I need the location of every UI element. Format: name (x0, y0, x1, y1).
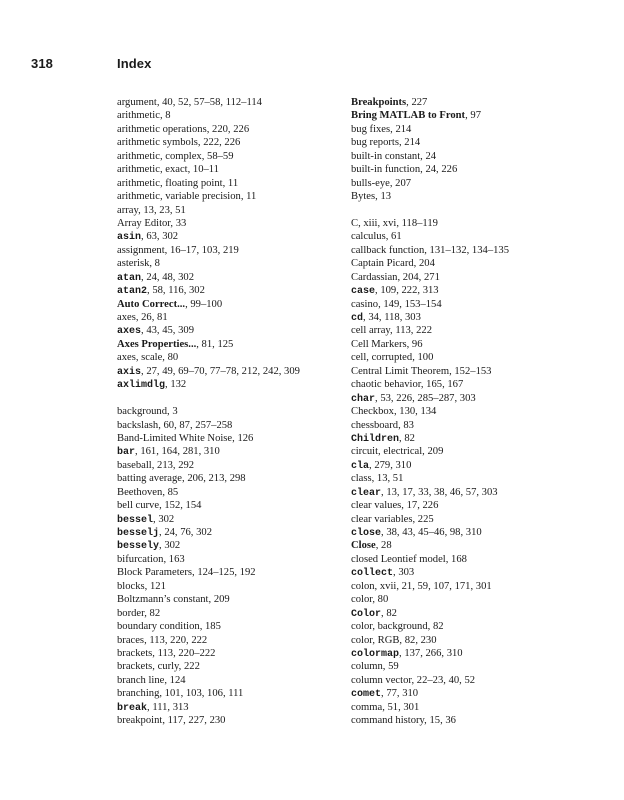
page-references: , 51, 301 (382, 701, 420, 713)
index-term: bug reports (351, 137, 399, 149)
index-entry (351, 687, 581, 700)
index-entry (351, 324, 581, 337)
index-entry (117, 405, 347, 418)
index-entry (117, 365, 347, 378)
index-term: braces (117, 634, 145, 646)
page-references: , 58, 116, 302 (147, 285, 205, 297)
index-term: axes, scale (117, 352, 163, 364)
index-entry (351, 660, 581, 673)
index-entry (117, 472, 347, 485)
page-references: , 111, 313 (147, 701, 189, 713)
index-entry (117, 553, 347, 566)
index-entry (117, 459, 347, 472)
page-references: , 124–125, 192 (192, 567, 256, 579)
index-term: built-in constant (351, 150, 421, 162)
index-term: axes (117, 326, 142, 338)
index-term: arithmetic (117, 110, 160, 122)
page-references: , 17, 226 (401, 500, 439, 512)
index-entry (117, 284, 347, 297)
page-references: , 97 (465, 110, 481, 122)
index-entry (351, 553, 581, 566)
index-term: close (351, 528, 382, 539)
page-references: , 61 (385, 231, 402, 243)
index-term: batting average (117, 473, 183, 485)
index-term: casino (351, 298, 379, 310)
page-references: , 40, 52, 57–58, 112–114 (156, 97, 262, 108)
index-entry (117, 566, 347, 579)
index-entry (117, 419, 347, 432)
page-number: 318 (31, 56, 53, 71)
page-references: , 126 (232, 432, 254, 444)
page-references: , 132 (165, 379, 187, 391)
page-references: , 168 (445, 553, 467, 565)
page-references: , 225 (412, 513, 434, 525)
index-term: blocks (117, 580, 145, 592)
index-term: arithmetic, variable precision (117, 191, 241, 203)
index-term: axis (117, 366, 142, 378)
page-references: , 220, 226 (206, 123, 250, 135)
index-entry (351, 405, 581, 418)
index-term: Beethoven (117, 486, 163, 498)
index-term: atan2 (117, 286, 148, 298)
index-entry (117, 634, 347, 647)
index-term: built-in function (351, 164, 421, 176)
index-entry (117, 96, 347, 109)
index-term: callback function (351, 244, 425, 256)
index-entry (117, 674, 347, 687)
index-term: brackets (117, 647, 153, 659)
index-term: comet (351, 689, 382, 701)
index-entry (351, 580, 581, 593)
index-entry (117, 593, 347, 606)
page-references: , 60, 87, 257–258 (158, 419, 233, 431)
index-term: color (351, 594, 373, 606)
page-references: , 214 (398, 137, 421, 149)
page-references: , 303 (393, 567, 415, 579)
index-entry (351, 526, 581, 539)
section-gap (351, 204, 581, 217)
page-references: , 59 (382, 661, 399, 673)
page-references: , 113, 220, 222 (144, 634, 208, 646)
index-entry (351, 163, 581, 176)
page-references: , 206, 213, 298 (182, 473, 246, 485)
page-references: , 82 (399, 432, 415, 444)
index-term: Cardassian (351, 271, 398, 283)
index-entry (351, 311, 581, 324)
page-references: , 24, 226 (420, 164, 458, 176)
index-term: chessboard (351, 419, 399, 431)
page-references: , 77, 310 (381, 688, 419, 700)
page-references: , 82, 230 (399, 634, 437, 646)
index-entry (117, 177, 347, 190)
index-term: clear values (351, 500, 402, 512)
index-term: Checkbox (351, 406, 394, 418)
page-references: , 117, 227, 230 (162, 715, 226, 727)
index-entry (351, 298, 581, 311)
index-term: Close (351, 540, 376, 552)
index-entry (117, 298, 347, 311)
page-references: , 34, 118, 303 (363, 312, 421, 323)
page-references: , 24, 76, 302 (159, 527, 212, 538)
page-references: , 152, 154 (159, 500, 202, 512)
page-references: , 28 (375, 540, 392, 552)
index-term: color, background (351, 621, 428, 633)
index-entry (117, 513, 347, 526)
index-entry (117, 445, 347, 458)
index-term: bessel (117, 514, 154, 526)
index-entry (117, 687, 347, 700)
index-entry (351, 136, 581, 149)
page-references: , 58–59 (201, 150, 234, 162)
index-term: char (351, 393, 376, 405)
index-entry (351, 607, 581, 620)
index-entry (117, 526, 347, 539)
page-references: , 15, 36 (424, 715, 456, 727)
index-column-left (117, 96, 347, 728)
page-references: , 85 (162, 486, 179, 498)
index-term: asterisk (117, 258, 150, 270)
index-entry (351, 634, 581, 647)
page-references: , 24, 48, 302 (141, 271, 194, 283)
index-term: array (117, 204, 139, 216)
index-term: Block Parameters (117, 567, 193, 579)
index-entry (351, 647, 581, 660)
index-entry (117, 257, 347, 270)
index-term: arithmetic operations (117, 123, 207, 135)
index-term: clear variables (351, 513, 413, 525)
index-term: background (117, 406, 168, 418)
index-term: closed Leontief model (351, 553, 446, 565)
index-entry (117, 432, 347, 445)
index-entry (351, 257, 581, 270)
page-references: , 149, 153–154 (378, 298, 442, 310)
index-term: bell curve (117, 500, 160, 512)
page-references: , 16–17, 103, 219 (164, 244, 239, 256)
page-references: , 43, 45, 309 (141, 325, 194, 337)
page-references: , 124 (164, 674, 186, 686)
index-entry (117, 378, 347, 391)
page-references: , 13, 17, 33, 38, 46, 57, 303 (381, 486, 498, 498)
index-entry (351, 593, 581, 606)
index-term: Bytes (351, 191, 376, 203)
index-entry (351, 419, 581, 432)
index-term: chaotic behavior (351, 379, 421, 391)
page-references: , 96 (406, 338, 423, 350)
index-entry (117, 607, 347, 620)
index-term: colormap (351, 648, 400, 660)
page-references: , 222 (178, 661, 200, 673)
page-references: , 11 (240, 191, 257, 203)
index-term: arithmetic, complex (117, 150, 202, 162)
page-references: , 163 (163, 553, 185, 565)
index-term: assignment (117, 244, 165, 256)
index-entry (117, 701, 347, 714)
page-references: , 81, 125 (196, 338, 234, 350)
index-term: class (351, 473, 372, 485)
index-term: cla (351, 460, 370, 472)
page-references: , 113, 222 (390, 325, 432, 337)
index-entry (117, 311, 347, 324)
index-entry (117, 150, 347, 163)
page-title: Index (117, 56, 152, 71)
page-references: , 302 (153, 513, 175, 525)
index-term: arithmetic, exact (117, 164, 188, 176)
index-term: asin (117, 232, 142, 244)
page-references: , 80 (162, 352, 179, 364)
index-entry (117, 351, 347, 364)
page-references: , 121 (144, 580, 166, 592)
page-references: , 53, 226, 285–287, 303 (375, 392, 476, 404)
page-references: , 11 (222, 177, 239, 189)
index-entry (351, 486, 581, 499)
index-entry (117, 620, 347, 633)
page-references: , 22–23, 40, 52 (411, 674, 476, 686)
page-references: , 82 (144, 607, 161, 619)
index-term: Auto Correct... (117, 298, 186, 310)
page-references: , 63, 302 (141, 231, 179, 243)
index-term: case (351, 286, 376, 298)
index-term: bulls-eye (351, 177, 390, 189)
index-entry (351, 539, 581, 552)
index-entry (351, 674, 581, 687)
page-references: , 100 (412, 352, 434, 364)
page-references: , 3 (167, 406, 178, 418)
page-references: , 80 (372, 594, 389, 606)
index-term: Boltzmann’s constant (117, 594, 209, 606)
index-entry (351, 177, 581, 190)
index-term: cell array (351, 325, 391, 337)
page-references: , xiii, xvi, 118–119 (358, 217, 438, 229)
index-entry (117, 499, 347, 512)
index-entry (351, 499, 581, 512)
index-entry (117, 647, 347, 660)
page-references: , 161, 164, 281, 310 (135, 446, 220, 458)
index-entry (351, 217, 581, 230)
index-term: collect (351, 568, 394, 580)
index-term: Bring MATLAB to Front (351, 110, 466, 122)
index-entry (351, 365, 581, 378)
page-references: , 209 (208, 594, 230, 606)
index-entry (351, 445, 581, 458)
index-entry (351, 96, 581, 109)
index-term: bessely (117, 541, 160, 553)
index-entry (117, 714, 347, 727)
index-term: axlimdlg (117, 380, 166, 392)
index-column-right (351, 96, 581, 728)
index-entry (351, 714, 581, 727)
index-term: bug fixes (351, 123, 391, 135)
index-term: Axes Properties... (117, 338, 197, 350)
section-gap (117, 392, 347, 405)
index-term: Children (351, 433, 400, 445)
index-entry (117, 580, 347, 593)
page-references: , 13 (375, 191, 392, 203)
page-references: , xvii, 21, 59, 107, 171, 301 (374, 580, 492, 592)
index-entry (117, 217, 347, 230)
index-term: Color (351, 608, 382, 620)
index-entry (351, 472, 581, 485)
index-entry (117, 109, 347, 122)
index-entry (351, 459, 581, 472)
page-references: , 131–132, 134–135 (424, 244, 509, 256)
page-references: , 13, 51 (371, 473, 404, 485)
page-references: , 209 (422, 446, 444, 458)
index-entry (351, 123, 581, 136)
index-entry (351, 190, 581, 203)
index-entry (117, 486, 347, 499)
index-term: baseball (117, 459, 152, 471)
page-references: , 24 (420, 150, 437, 162)
index-term: Captain Picard (351, 258, 414, 270)
index-entry (117, 271, 347, 284)
page-header (31, 56, 151, 71)
page-references: , 137, 266, 310 (399, 647, 463, 659)
page-references: , 207 (389, 177, 412, 189)
index-entry (351, 392, 581, 405)
page-references: , 214 (390, 123, 412, 135)
index-entry (351, 109, 581, 122)
index-entry (351, 284, 581, 297)
index-term: colon (351, 580, 375, 592)
page-references: , 213, 292 (151, 459, 195, 471)
page-references: , 279, 310 (369, 459, 412, 471)
index-term: cell, corrupted (351, 352, 413, 364)
index-entry (351, 566, 581, 579)
index-term: besselj (117, 528, 160, 539)
index-term: axes (117, 312, 136, 323)
index-term: command history (351, 715, 425, 727)
index-term: column vector (351, 674, 412, 686)
page-references: , 185 (199, 621, 221, 633)
page-references: , 27, 49, 69–70, 77–78, 212, 242, 309 (141, 365, 300, 377)
page-references: , 26, 81 (135, 312, 168, 323)
index-term: color, RGB (351, 634, 400, 646)
index-term: branch line (117, 674, 165, 686)
index-entry (351, 338, 581, 351)
page-references: , 82 (427, 621, 444, 633)
index-term: branching (117, 688, 160, 700)
index-entry (117, 204, 347, 217)
index-term: brackets, curly (117, 661, 179, 673)
page-references: , 222, 226 (197, 137, 241, 149)
page-references: , 152–153 (449, 365, 492, 377)
index-entry (351, 244, 581, 257)
page-references: , 82 (381, 607, 397, 619)
page-references: , 109, 222, 313 (375, 285, 439, 297)
page-references: , 113, 220–222 (152, 647, 216, 659)
index-entry (351, 150, 581, 163)
index-entry (117, 123, 347, 136)
page-references: , 302 (159, 540, 181, 552)
index-term: boundary condition (117, 621, 200, 633)
index-entry (351, 432, 581, 445)
index-entry (351, 620, 581, 633)
page-references: , 38, 43, 45–46, 98, 310 (381, 527, 482, 538)
index-term: cd (351, 313, 364, 324)
index-entry (117, 190, 347, 203)
index-term: argument (117, 97, 157, 108)
index-term: arithmetic symbols (117, 137, 198, 149)
index-entry (117, 660, 347, 673)
index-entry (117, 136, 347, 149)
index-term: Band-Limited White Noise (117, 432, 233, 444)
index-term: C (351, 217, 359, 229)
index-term: border (117, 607, 145, 619)
index-entry (351, 230, 581, 243)
index-term: Central Limit Theorem (351, 365, 450, 377)
page-references: , 33 (170, 217, 187, 229)
index-entry (117, 539, 347, 552)
index-term: comma (351, 701, 383, 713)
index-term: bifurcation (117, 553, 164, 565)
page-references: , 8 (159, 110, 171, 122)
page-references: , 130, 134 (393, 406, 437, 418)
page-references: , 165, 167 (420, 379, 464, 391)
page-references: , 83 (398, 419, 414, 431)
index-entry (117, 324, 347, 337)
page-references: , 13, 23, 51 (138, 204, 186, 216)
index-term: atan (117, 272, 142, 284)
index-term: arithmetic, floating point (117, 177, 223, 189)
index-term: Array Editor (117, 217, 171, 229)
index-entry (117, 163, 347, 176)
index-entry (117, 244, 347, 257)
page-references: , 99–100 (185, 298, 223, 310)
index-term: calculus (351, 231, 386, 243)
index-entry (351, 271, 581, 284)
index-term: clear (351, 487, 382, 499)
index-entry (351, 701, 581, 714)
index-term: Cell Markers (351, 338, 407, 350)
index-entry (117, 230, 347, 243)
index-term: breakpoint (117, 715, 163, 727)
index-entry (117, 338, 347, 351)
index-entry (351, 351, 581, 364)
index-term: Breakpoints (351, 97, 407, 108)
index-entry (351, 513, 581, 526)
index-term: backslash (117, 419, 159, 431)
index-term: break (117, 702, 148, 714)
page-references: , 8 (149, 258, 160, 270)
page-references: , 227 (406, 97, 428, 108)
page-references: , 204, 271 (397, 271, 440, 283)
index-term: circuit, electrical (351, 446, 423, 458)
page-references: , 10–11 (187, 164, 219, 176)
index-term: column (351, 661, 383, 673)
page-references: , 204 (413, 258, 435, 270)
page-references: , 101, 103, 106, 111 (159, 688, 244, 700)
index-entry (351, 378, 581, 391)
index-term: bar (117, 447, 136, 459)
